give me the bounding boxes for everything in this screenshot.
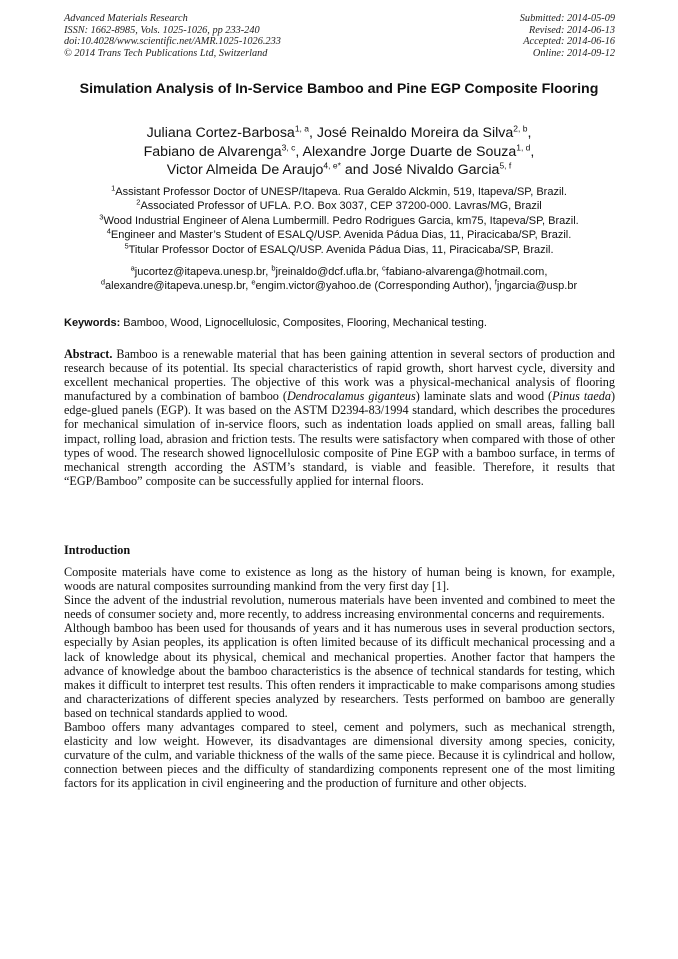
email: fabiano-alvarenga@hotmail.com,	[385, 266, 548, 278]
paragraph: Composite materials have come to existence as long as the history of human being is known, for example, woods are natural composites surrounding mankind from the very first day [1].	[64, 565, 615, 594]
journal-copyright: © 2014 Trans Tech Publications Ltd, Switzerland	[64, 47, 268, 59]
species-name: Dendrocalamus giganteus	[286, 389, 416, 404]
affiliation	[60, 185, 618, 199]
journal-doi: doi:10.4028/www.scientific.net/AMR.1025-1026.233	[64, 36, 281, 48]
email: jngarcia@usp.br	[496, 280, 578, 293]
author-sup: 5, f	[499, 160, 512, 171]
journal-header	[64, 13, 615, 59]
paper-title: Simulation Analysis of In-Service Bamboo and Pine EGP Composite Flooring	[79, 81, 599, 97]
email: jreinaldo@dcf.ufla.br,	[275, 266, 383, 278]
paragraph: Bamboo offers many advantages compared to steel, cement and polymers, such as mechanical strength, elasticity and low weight. However, its disadvantages are dimensional diversity among species, conicity, curvature of the culm, and variable thickness of the walls of the same piece. Because it is cylindrical and hollow, connection between pieces and the difficulty of standardizing components represent one of the most limiting factors for its application in civil engineering and the production of furniture and other objects.	[64, 720, 615, 791]
affiliation	[60, 240, 618, 257]
affiliation-sup: 3	[99, 212, 104, 222]
submission-dates	[520, 13, 615, 59]
affiliation	[60, 228, 618, 242]
section-heading: Introduction	[64, 543, 131, 557]
author-name: Victor Almeida De Araujo	[166, 162, 324, 178]
affiliation-text: Engineer and Master’s Student of ESALQ/USP. Avenida Pádua Dias, 11, Piracicaba/SP, Brazil.	[110, 229, 572, 242]
author-emails	[60, 265, 618, 294]
email-sup: e	[251, 277, 256, 287]
email-line	[60, 265, 618, 279]
author-sup: 1, d	[516, 141, 531, 152]
author-name: Alexandre Jorge Duarte de Souza	[302, 143, 517, 160]
abstract-text: ) laminate slats and wood (	[415, 389, 553, 404]
author-list	[60, 124, 618, 180]
affiliation-sup: 2	[136, 197, 141, 207]
email: engim.victor@yahoo.de (Corresponding Author),	[255, 280, 495, 293]
paragraph: Although bamboo has been used for thousands of years and it has numerous uses in several production sectors, especially by Asian peoples, its application is often limited because of its difficult mechanical processing and a lack of knowledge about its physical, chemical and mechanical properties. Another factor that hampers the advance of knowledge about the bamboo characteristics is the absence of technical standards for testing, which makes it difficult to interpret test results. This often renders it impracticable to make comparisons among studies and characterizations of different species analyzed by researchers. Tests performed on bamboo are generally based on technical standards applied to wood.	[64, 621, 615, 720]
date-accepted: Accepted: 2014-06-16	[523, 36, 615, 48]
keywords-label: Keywords:	[64, 317, 121, 329]
author-separator: ,	[527, 125, 532, 141]
email-line	[60, 279, 618, 293]
email-sup: d	[100, 277, 106, 287]
abstract-label: Abstract.	[64, 347, 113, 361]
author-separator: ,	[295, 143, 303, 160]
email-sup: a	[130, 263, 135, 273]
email-sup: c	[382, 263, 386, 273]
date-online: Online: 2014-09-12	[532, 47, 615, 59]
author-line	[60, 143, 618, 162]
date-submitted: Submitted: 2014-05-09	[519, 13, 615, 24]
introduction-body	[64, 565, 615, 791]
journal-name: Advanced Materials Research	[64, 13, 188, 24]
date-revised: Revised: 2014-06-13	[528, 24, 615, 36]
author-name: José Reinaldo Moreira da Silva	[316, 125, 514, 141]
affiliation	[60, 199, 618, 213]
author-separator: ,	[530, 143, 535, 160]
affiliation-text: Associated Professor of UFLA. P.O. Box 3037, CEP 37200-000. Lavras/MG, Brazil	[140, 200, 542, 213]
keywords	[64, 316, 615, 330]
email: jucortez@itapeva.unesp.br,	[134, 266, 272, 278]
affiliation-text: Titular Professor Doctor of ESALQ/USP. Avenida Pádua Dias, 11, Piracicaba/SP, Brazil.	[128, 243, 554, 256]
email-sup: f	[494, 277, 497, 287]
abstract	[64, 347, 615, 488]
journal-issn: ISSN: 1662-8985, Vols. 1025-1026, pp 233-240	[64, 24, 260, 36]
author-name: José Nivaldo Garcia	[372, 162, 500, 178]
journal-info	[64, 13, 281, 59]
abstract-text: Bamboo is a renewable material that has been gaining attention in several sectors of production and research because of its potential. Its special characteristics of rapid growth, short harvest cycle, diversity and excellent mechanical properties. The objective of this work was a physical-mechanical analysis of flooring manufactured by a combination of bamboo (	[64, 347, 615, 404]
affiliation-text: Assistant Professor Doctor of UNESP/Itapeva. Rua Geraldo Alckmin, 519, Itapeva/SP, Brazil.	[115, 186, 567, 198]
affiliation-sup: 1	[111, 183, 116, 193]
email: alexandre@itapeva.unesp.br,	[105, 280, 252, 293]
affiliation-sup: 5	[124, 240, 129, 250]
author-sup: 2, b	[513, 123, 528, 134]
species-name: Pinus taeda	[552, 389, 611, 404]
email-sup: b	[271, 263, 276, 273]
author-separator: and	[340, 162, 373, 178]
author-name: Juliana Cortez-Barbosa	[146, 125, 295, 141]
keywords-text: Bamboo, Wood, Lignocellulosic, Composites, Flooring, Mechanical testing.	[120, 317, 487, 329]
affiliation-text: Wood Industrial Engineer of Alena Lumbermill. Pedro Rodrigues Garcia, km75, Itapeva/SP, Brazil.	[103, 214, 579, 227]
paragraph: Since the advent of the industrial revolution, numerous materials have been invented and combined to meet the needs of consumer society and, more recently, to address increasing environmental concerns and requirements.	[64, 593, 615, 622]
author-separator: ,	[309, 125, 317, 141]
affiliation-sup: 4	[106, 226, 111, 236]
affiliations	[60, 185, 618, 257]
author-sup: 3, c	[281, 141, 296, 152]
abstract-text: ) edge-glued panels (EGP). It was based on the ASTM D2394-83/1994 standard, which describes the procedures for mechanical simulation of in-service floors, such as indentation loads applied on small areas, falling ball impact, rolling load, abrasion and friction tests. The results were satisfactory when compared with those of other types of wood. The research showed lignocellulosic composite of Pine EGP with a bamboo surface, in terms of mechanical strength according the ASTM’s standard, is viable and feasible. Therefore, it results that “EGP/Bamboo” composite can be successfully applied for internal floors.	[64, 389, 615, 488]
author-sup: 4, e*	[323, 160, 341, 171]
author-name: Fabiano de Alvarenga	[143, 143, 282, 160]
author-sup: 1, a	[294, 123, 310, 134]
author-line	[60, 124, 618, 143]
affiliation	[60, 214, 618, 228]
author-line	[60, 161, 618, 180]
